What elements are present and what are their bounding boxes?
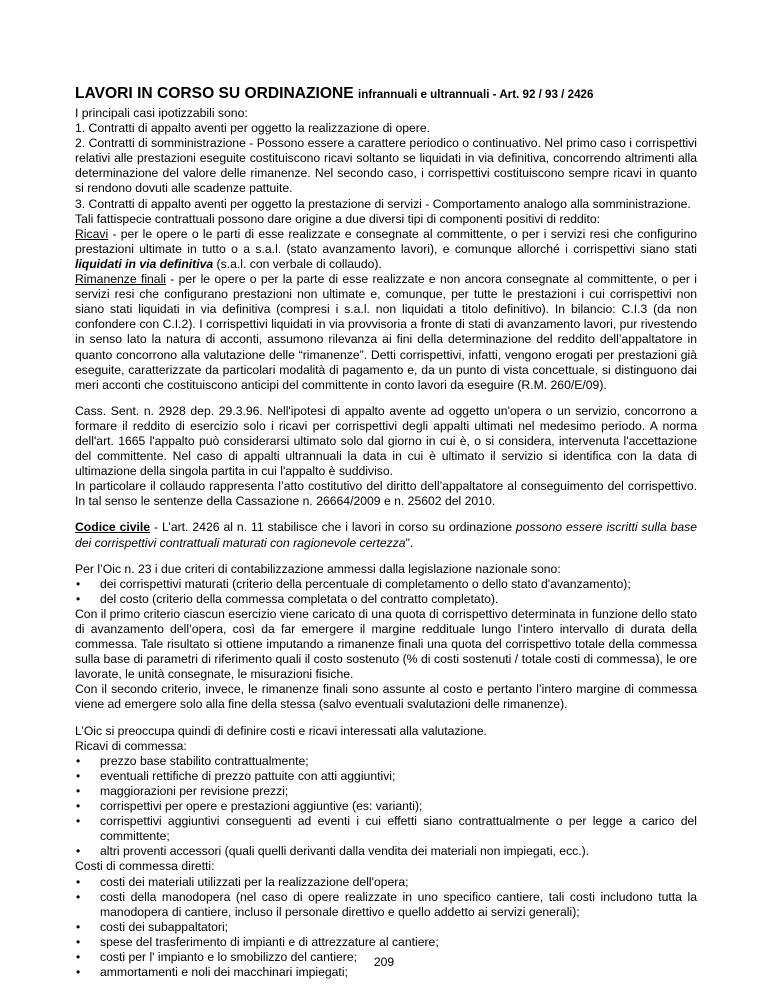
list-item: • costi dei materiali utilizzati per la realizzazione dell'opera; [75, 875, 697, 890]
list-item: • costi della manodopera (nel caso di opere realizzate in uno specifico cantiere, tali costi includono tutta la manodopera di cantiere, incluso il personale direttivo e quello addetto ai servizi generali); [75, 890, 697, 920]
codice-emphasis: possono essere iscritti sulla base dei corrispettivi contrattuali maturati con ragionevole certezza [75, 520, 697, 550]
oic-criteria-list [75, 577, 697, 607]
collaudo-paragraph: In particolare il collaudo rappresenta l’atto costitutivo del diritto dell’appaltatore al conseguimento del corrispettivo. In tal senso le sentenze della Cassazione n. 26664/2009 e n. 25602 del 2010. [75, 479, 697, 509]
list-item: • eventuali rettifiche di prezzo pattuite con atti aggiuntivi; [75, 769, 697, 784]
list-item: • spese del trasferimento di impianti e di attrezzature al cantiere; [75, 935, 697, 950]
list-item: • del costo (criterio della commessa completata o del contratto completato). [75, 592, 697, 607]
ricavi-commessa-heading: Ricavi di commessa: [75, 738, 187, 753]
ricavi-text: - per le opere o le parti di esse realizzate e consegnate al committente, o per i servizi resi che configurino prestazioni ultimate in tutto o a s.a.l. (stato avanzamento lavori), e comunque allorché i corrispettivi siano stati [75, 226, 697, 256]
rimanenze-label: Rimanenze finali [75, 272, 167, 287]
valutazione-lead: L’Oic si preoccupa quindi di definire costi e ricavi interessati alla valutazione. [75, 723, 487, 738]
oic-first-criterion: Con il primo criterio ciascun esercizio viene caricato di una quota di corrispettivo determinata in funzione dello stato di avanzamento dell’opera, così da far emergere il margine reddituale lungo l’intero intervallo di durata della commessa. Tale risultato si ottiene imputando a rimanenze finali una quota del corrispettivo totale della commessa sulla base di parametri di riferimento quali il costo sostenuto (% di costi sostenuti / totale costi di commessa), le ore lavorate, le unità consegnate, le misurazioni fisiche. [75, 606, 697, 682]
list-item: • corrispettivi per opere e prestazioni aggiuntive (es: varianti); [75, 799, 697, 814]
oic-second-criterion: Con il secondo criterio, invece, le rimanenze finali sono assunte al costo e pertanto l’intero margine di commessa viene ad emergere solo alla fine della stessa (salvo eventuali svalutazioni delle rimanenze). [75, 682, 697, 712]
codice-civile-label: Codice civile [75, 520, 151, 535]
contract-case-3: 3. Contratti di appalto aventi per oggetto la prestazione di servizi - Comportamento analogo alla somministrazione. [75, 196, 691, 211]
list-item: • corrispettivi aggiuntivi conseguenti ad eventi i cui effetti siano contrattualmente o per legge a carico del committente; [75, 814, 697, 844]
income-types: Tali fattispecie contrattuali possono dare origine a due diversi tipi di componenti positivi di reddito: [75, 211, 601, 226]
list-item: • costi dei subappaltatori; [75, 920, 697, 935]
contract-case-2: 2. Contratti di somministrazione - Possono essere a carattere periodico o continuativo. Nel primo caso i corrispettivi relativi alle prestazioni eseguite costituiscono ricavi soltanto se liquidati in via definitiva, concorrendo altrimenti alla determinazione del valore delle rimanenze. Nel secondo caso, i corrispettivi costituiscono sempre ricavi in quanto si rendono dovuti alle scadenze pattuite. [75, 136, 697, 196]
ricavi-emphasis: liquidati in via definitiva [75, 256, 214, 271]
codice-end: ". [405, 535, 414, 550]
ricavi-commessa-list [75, 754, 697, 860]
title-main: LAVORI IN CORSO SU ORDINAZIONE [75, 85, 354, 102]
rimanenze-text: - per le opere o per la parte di esse realizzate e non ancora consegnate al committente, o per i servizi resi che configurano prestazioni non ultimate e, comunque, per tutte le prestazioni i cui corrispettivi non siano stati liquidati in via definitiva (compresi i s.a.l. non liquidati a titolo definitivo). In bilancio: C.I.3 (da non confondere con C.I.2). I corrispettivi liquidati in via provvisoria a fronte di stati di avanzamento lavori, pur rivestendo in senso lato la natura di acconti, assumono rilevanza ai fini della determinazione del reddito dell’appaltatore in quanto concorrono alla valutazione delle “rimanenze”. Detti corrispettivi, infatti, vengono erogati per prestazioni già eseguite, caratterizzate da particolari modalità di pagamento e, da un punto di vista concettuale, si distinguono dai meri acconti che costituiscono anticipi del committente in conto lavori da eseguire (R.M. 260/E/09). [75, 272, 697, 392]
cassazione-paragraph: Cass. Sent. n. 2928 dep. 29.3.96. Nell'ipotesi di appalto avente ad oggetto un'opera o un servizio, concorrono a formare il reddito di esercizio solo i ricavi per corrispettivi degli appalti ultimati nel medesimo periodo. A norma dell'art. 1665 l'appalto può considerarsi ultimato solo dal giorno in cui è, o si considera, intervenuta l'accettazione del committente. Nel caso di appalti ultrannuali la data in cui è ultimato il servizio si identifica con la data di ultimazione della singola partita in cui l'appalto è suddiviso. [75, 403, 697, 479]
ricavi-paragraph [75, 227, 697, 272]
oic-lead: Per l’Oic n. 23 i due criteri di contabilizzazione ammessi dalla legislazione nazionale sono: [75, 561, 561, 576]
list-item: • prezzo base stabilito contrattualmente; [75, 754, 697, 769]
rimanenze-paragraph [75, 272, 697, 393]
page-number: 209 [373, 955, 395, 969]
list-item: • dei corrispettivi maturati (criterio della percentuale di completamento o dello stato d'avanzamento); [75, 577, 697, 592]
ricavi-end: (s.a.l. con verbale di collaudo). [213, 256, 382, 271]
list-item: • costi per l' impianto e lo smobilizzo del cantiere; [75, 950, 697, 965]
codice-civile-paragraph [75, 520, 697, 550]
document-page [75, 84, 697, 980]
list-item: • altri proventi accessori (quali quelli derivanti dalla vendita dei materiali non impiegati, ecc.). [75, 844, 697, 859]
list-item: • ammortamenti e noli dei macchinari impiegati; [75, 965, 697, 980]
ricavi-label: Ricavi [75, 226, 109, 241]
costi-commessa-heading: Costi di commessa diretti: [75, 859, 215, 874]
page-title [75, 84, 697, 105]
title-subtitle: infrannuali e ultrannuali - Art. 92 / 93 / 2426 [358, 88, 594, 101]
contract-case-1: 1. Contratti di appalto aventi per oggetto la realizzazione di opere. [75, 121, 431, 136]
intro-lead: I principali casi ipotizzabili sono: [75, 106, 248, 120]
list-item: • maggiorazioni per revisione prezzi; [75, 784, 697, 799]
codice-text: - L’art. 2426 al n. 11 stabilisce che i lavori in corso su ordinazione [150, 520, 516, 535]
